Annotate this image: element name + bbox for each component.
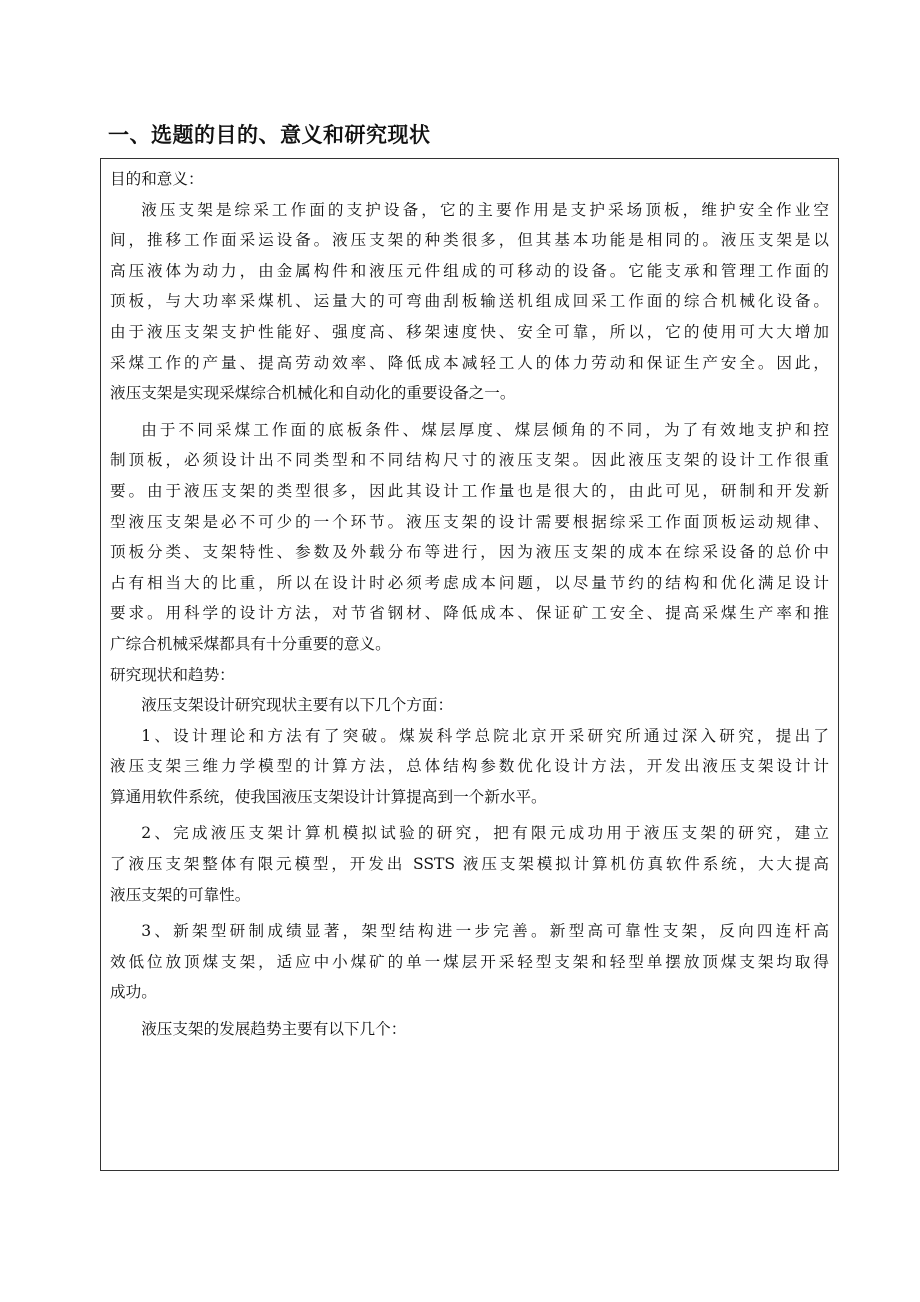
paragraph-purpose-1 — [110, 195, 829, 409]
text-line: 型液压支架是必不可少的一个环节。液压支架的设计需要根据综采工作面顶板运动规律、 — [110, 512, 829, 531]
text-line: 顶板，与大功率采煤机、运量大的可弯曲刮板输送机组成回采工作面的综合机械化设备。 — [110, 292, 829, 311]
text-line: 广综合机械采煤都具有十分重要的意义。 — [110, 634, 391, 653]
text-line: 占有相当大的比重，所以在设计时必须考虑成本问题，以尽量节约的结构和优化满足设计 — [110, 573, 829, 592]
text-line: 要。由于液压支架的类型很多，因此其设计工作量也是很大的，由此可见，研制和开发新 — [110, 481, 829, 500]
status-point-2 — [110, 818, 829, 910]
text-line: 液压支架是综采工作面的支护设备，它的主要作用是支护采场顶板，维护安全作业空 — [141, 200, 829, 219]
text-line: 由于液压支架支护性能好、强度高、移架速度快、安全可靠，所以，它的使用可大大增加 — [110, 322, 829, 341]
text-line: 制顶板，必须设计出不同类型和不同结构尺寸的液压支架。因此液压支架的设计工作很重 — [110, 451, 829, 470]
text-line: 液压支架是实现采煤综合机械化和自动化的重要设备之一。 — [110, 384, 516, 403]
text-line: 了液压支架整体有限元模型，开发出 SSTS 液压支架模拟计算机仿真软件系统，大大提高 — [110, 855, 829, 874]
text-line: 液压支架的可靠性。 — [110, 885, 251, 904]
text-line: 液压支架三维力学模型的计算方法，总体结构参数优化设计方法，开发出液压支架设计计 — [110, 757, 829, 776]
page-title: 一、选题的目的、意义和研究现状 — [108, 123, 431, 147]
text-line: 采煤工作的产量、提高劳动效率、降低成本减轻工人的体力劳动和保证生产安全。因此， — [110, 353, 829, 372]
text-line: 顶板分类、支架特性、参数及外载分布等进行，因为液压支架的成本在综采设备的总价中 — [110, 543, 829, 562]
section-label-status: 研究现状和趋势： — [110, 665, 235, 684]
paragraph-purpose-2 — [110, 415, 829, 660]
section-label-purpose: 目的和意义： — [110, 170, 204, 188]
text-line: 高压液体为动力，由金属构件和液压元件组成的可移动的设备。它能支承和管理工作面的 — [110, 261, 829, 280]
text-line: 成功。 — [110, 983, 157, 1002]
status-point-1 — [110, 721, 829, 813]
text-line: 算通用软件系统，使我国液压支架设计计算提高到一个新水平。 — [110, 787, 547, 806]
text-line: 2、完成液压支架计算机模拟试验的研究，把有限元成功用于液压支架的研究，建立 — [141, 824, 829, 843]
content-box — [100, 158, 839, 1171]
text-line: 由于不同采煤工作面的底板条件、煤层厚度、煤层倾角的不同，为了有效地支护和控 — [141, 420, 829, 439]
status-point-3 — [110, 916, 829, 1008]
text-line: 1、设计理论和方法有了突破。煤炭科学总院北京开采研究所通过深入研究，提出了 — [141, 726, 829, 745]
status-intro: 液压支架设计研究现状主要有以下几个方面： — [141, 696, 454, 715]
text-line: 间，推移工作面采运设备。液压支架的种类很多，但其基本功能是相同的。液压支架是以 — [110, 231, 829, 250]
text-line: 3、新架型研制成绩显著，架型结构进一步完善。新型高可靠性支架，反向四连杆高 — [141, 922, 829, 941]
trend-intro: 液压支架的发展趋势主要有以下几个： — [141, 1020, 407, 1039]
text-line: 要求。用科学的设计方法，对节省钢材、降低成本、保证矿工安全、提高采煤生产率和推 — [110, 604, 829, 623]
text-line: 效低位放顶煤支架，适应中小煤矿的单一煤层开采轻型支架和轻型单摆放顶煤支架均取得 — [110, 952, 829, 971]
